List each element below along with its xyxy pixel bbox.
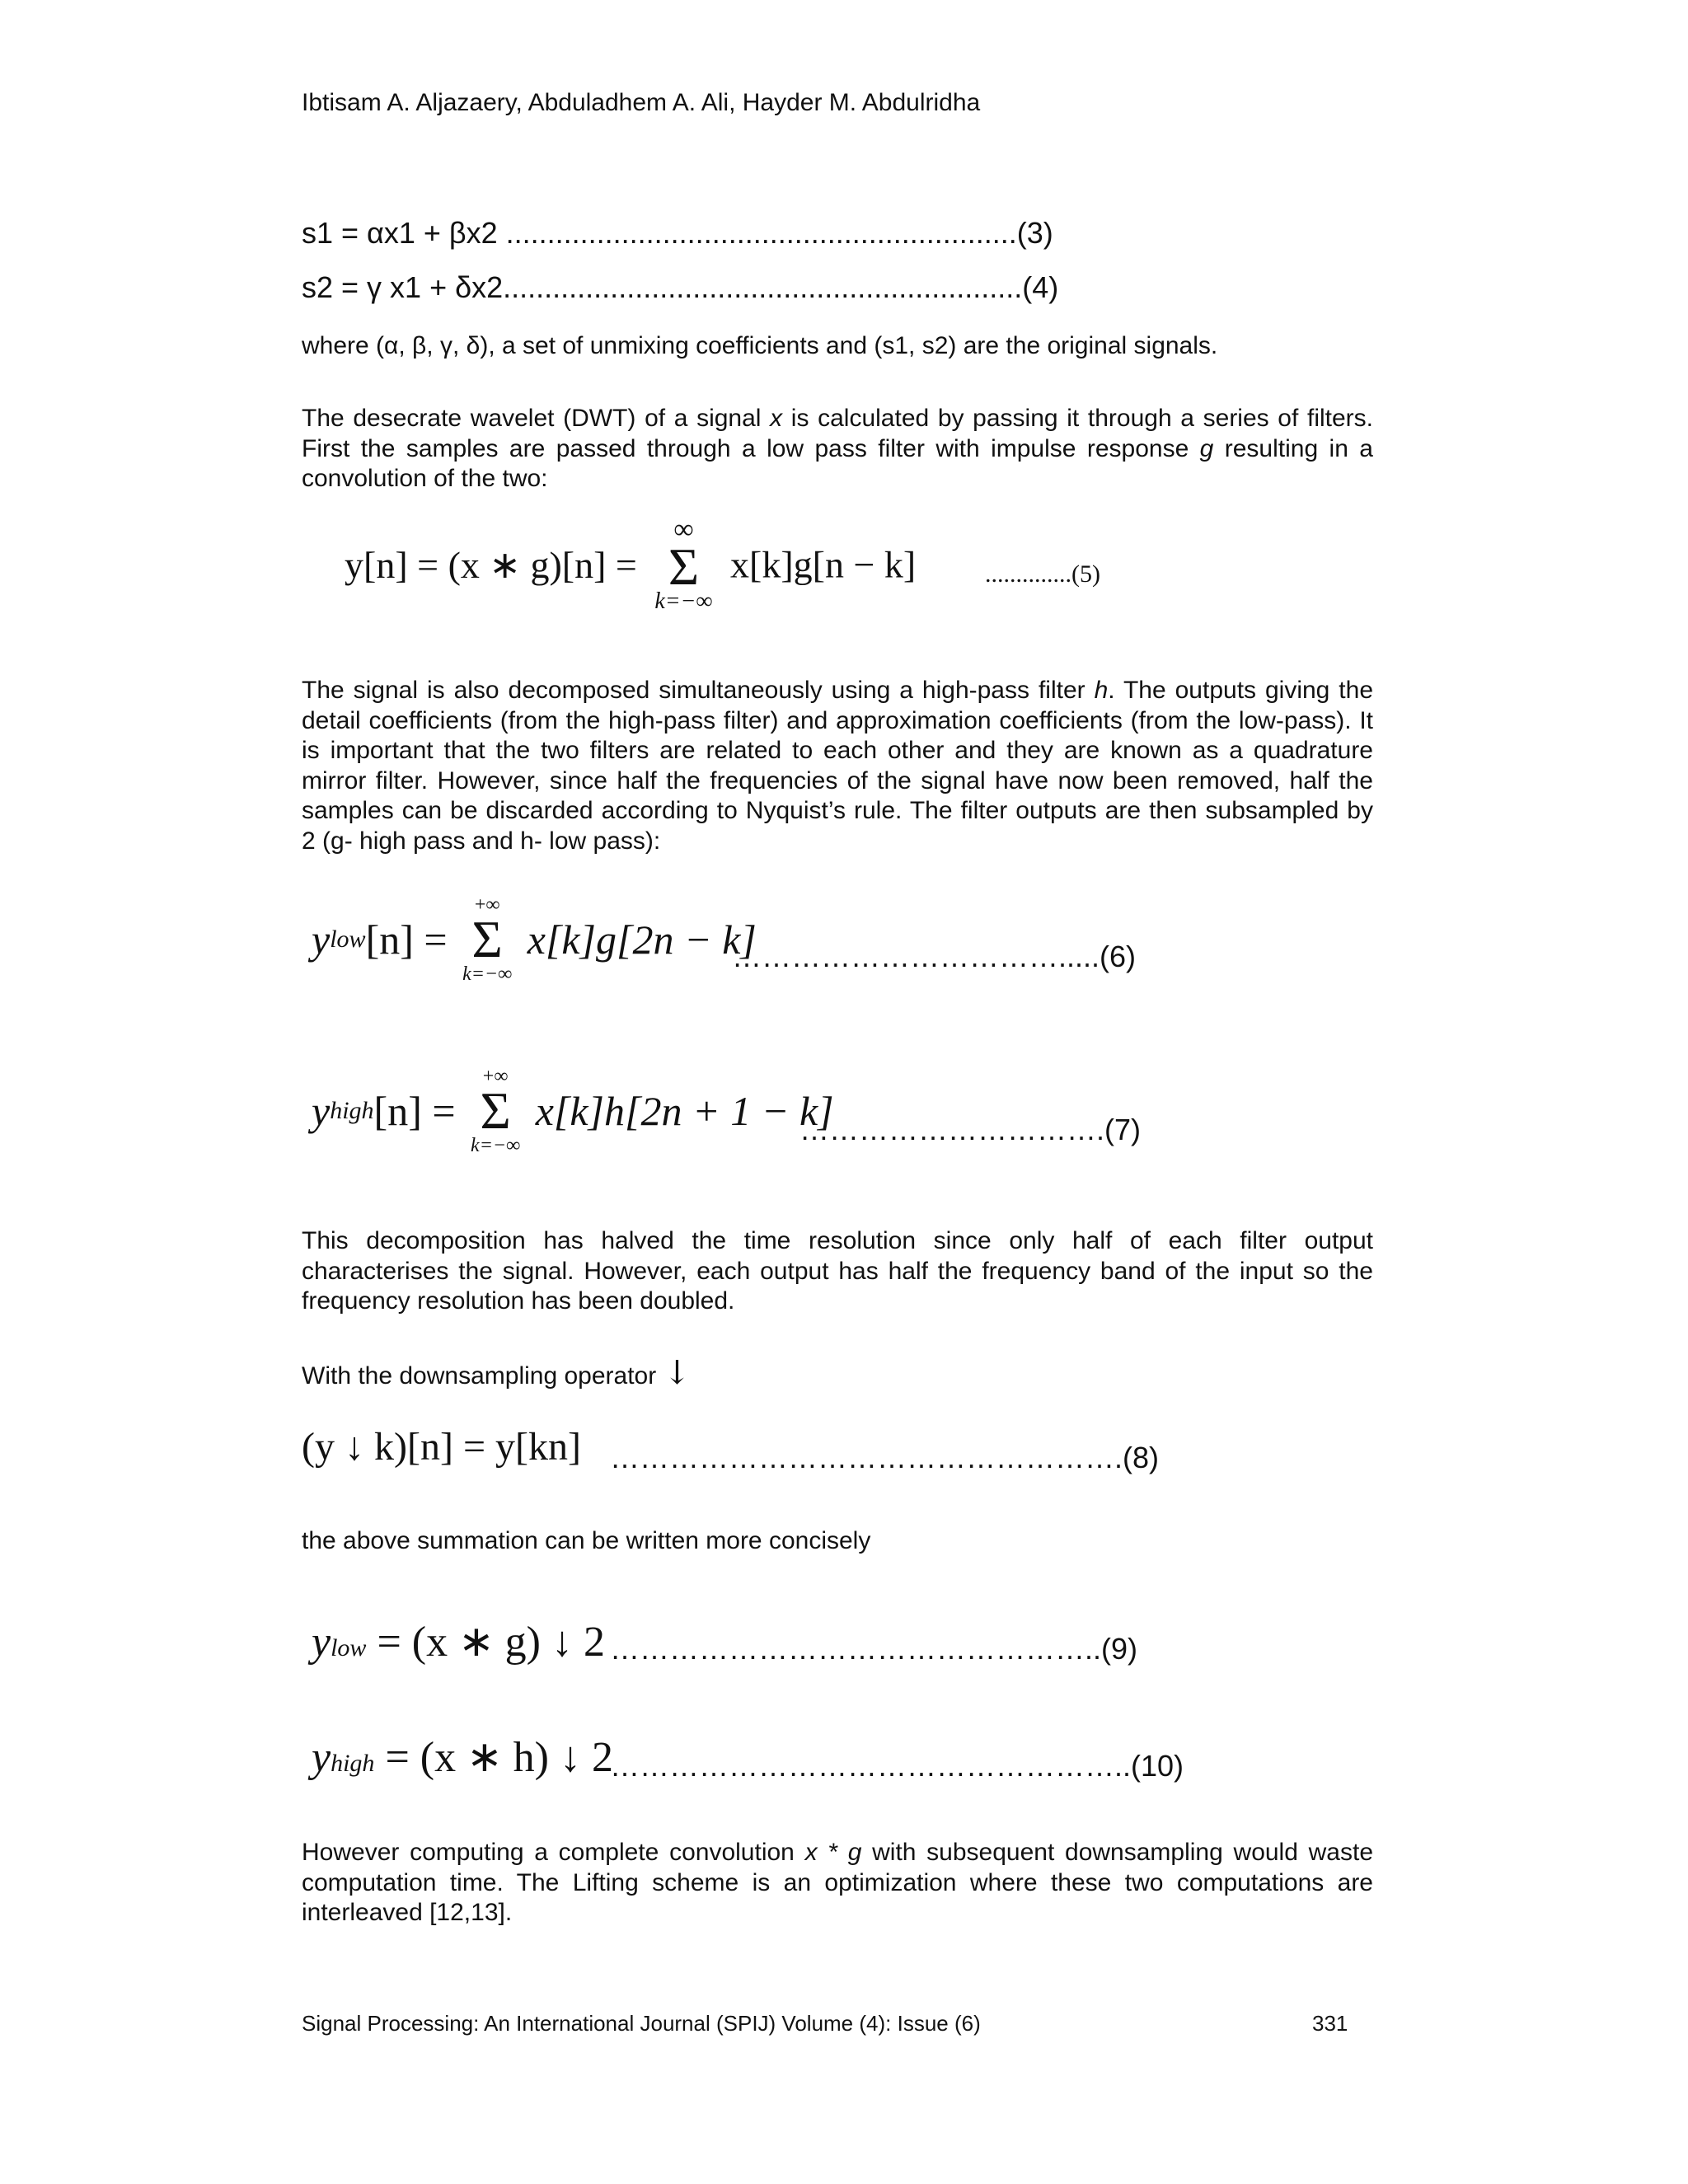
eq5-rhs: x[k]g[n − k]: [730, 543, 917, 586]
eq5-number: ..............(5): [985, 560, 1100, 588]
eq9-number: …………………………………………..(9): [610, 1632, 1138, 1666]
eq6-sigma: Σ: [471, 910, 503, 968]
eq7-number: ………………………….(7): [799, 1113, 1141, 1146]
eq6-upper-limit: +∞: [474, 894, 500, 916]
signal-text-2: . The outputs giving the detail coefficients (from the high-pass filter) and approximation coefficients (from the low-pass). It is important that the two filters are related to each other and they are known as a quadrature mirror filter. However, since half the frequencies of the signal have now been removed, half the samples can be discarded according to Nyquist’s rule. The filter outputs are then subsampled by 2 (g- high pass and h- low pass):: [302, 677, 1373, 855]
dwt-text-2: is calculated by passing it through a series of filters. First the samples are passed through a low pass filter with impulse response: [302, 405, 1373, 462]
dwt-text-1: The desecrate wavelet (DWT) of a signal: [302, 405, 771, 432]
eq10-subscript: high: [331, 1750, 375, 1777]
eq8-formula: (y ↓ k)[n] = y[kn]: [302, 1425, 581, 1469]
eq7-y: y: [312, 1088, 331, 1134]
paragraph-dwt: [302, 404, 1373, 494]
however-text-1: However computing a complete convolution: [302, 1839, 805, 1866]
eq9-rhs: = (x ∗ g) ↓ 2: [366, 1619, 605, 1666]
equation-3: s1 = αx1 + βx2 ..............................................................(3): [302, 216, 1053, 250]
paragraph-signal: [302, 676, 1373, 856]
equation-4: s2 = γ x1 + δx2...............................................................(4): [302, 270, 1059, 304]
eq5-lhs: y[n] = (x ∗ g)[n] =: [345, 544, 637, 586]
eq6-lhs: [n] =: [365, 916, 448, 963]
eq8-number: …………………………………………….(8): [610, 1441, 1159, 1474]
eq5-upper-limit: ∞: [673, 514, 694, 545]
eq7-upper-limit: +∞: [482, 1066, 509, 1087]
running-header: Ibtisam A. Aljazaery, Abduladhem A. Ali, Hayder M. Abdulridha: [302, 89, 981, 116]
eq6-number: …………………………….....(6): [732, 940, 1137, 973]
signal-var-h: h: [1094, 677, 1109, 704]
eq6-summation: [462, 895, 512, 984]
eq7-subscript: high: [330, 1097, 374, 1124]
equation-8: [302, 1424, 581, 1469]
eq9-y: y: [312, 1619, 331, 1666]
eq7-lower-limit: k=−∞: [471, 1135, 521, 1156]
dwt-text-3: resulting in a convolution of the two:: [302, 434, 1373, 492]
eq5-summation: [654, 514, 713, 614]
eq7-sigma: Σ: [480, 1081, 511, 1140]
downsampling-text: With the downsampling operator: [302, 1362, 663, 1390]
equation-6: [312, 895, 757, 984]
down-arrow-symbol: ↓: [663, 1354, 692, 1392]
eq5-lower-limit: k=−∞: [654, 588, 713, 614]
eq10-rhs: = (x ∗ h) ↓ 2: [374, 1734, 613, 1781]
paragraph-downsampling: [302, 1354, 1373, 1392]
eq7-lhs: [n] =: [373, 1088, 456, 1134]
dwt-var-x: x: [770, 405, 783, 432]
eq7-rhs: x[k]h[2n + 1 − k]: [535, 1088, 834, 1134]
however-var-xg: x * g: [804, 1839, 862, 1866]
equation-10: [312, 1732, 613, 1782]
paragraph-above-summation: the above summation can be written more concisely: [302, 1527, 871, 1554]
eq5-sigma: Σ: [668, 537, 700, 596]
eq6-y: y: [312, 916, 331, 963]
eq10-number: ……………………………………………..(10): [610, 1749, 1184, 1783]
eq6-lower-limit: k=−∞: [462, 963, 513, 985]
equation-5: [345, 514, 917, 614]
paragraph-decomposition: This decomposition has halved the time resolution since only half of each filter output characterises the signal. However, each output has half the frequency band of the input so the frequency resolution has been doubled.: [302, 1227, 1373, 1315]
equation-7: [312, 1066, 834, 1155]
dwt-var-g: g: [1199, 434, 1214, 462]
however-text-2: with subsequent downsampling would waste computation time. The Lifting scheme is an optimization where these two computations are interleaved [12,13].: [302, 1839, 1373, 1926]
journal-footer: Signal Processing: An International Journal (SPIJ) Volume (4): Issue (6): [302, 2011, 981, 2036]
paragraph-where: where (α, β, γ, δ), a set of unmixing coefficients and (s1, s2) are the original signals.: [302, 332, 1218, 359]
eq10-y: y: [312, 1734, 331, 1781]
eq6-rhs: x[k]g[2n − k]: [527, 916, 757, 963]
eq6-subscript: low: [330, 926, 366, 953]
page-number: 331: [1312, 2011, 1348, 2036]
signal-text-1: The signal is also decomposed simultaneously using a high-pass filter: [302, 677, 1095, 704]
eq9-subscript: low: [331, 1634, 367, 1661]
eq7-summation: [471, 1066, 520, 1155]
paragraph-however: [302, 1838, 1373, 1929]
equation-9: [312, 1617, 605, 1666]
